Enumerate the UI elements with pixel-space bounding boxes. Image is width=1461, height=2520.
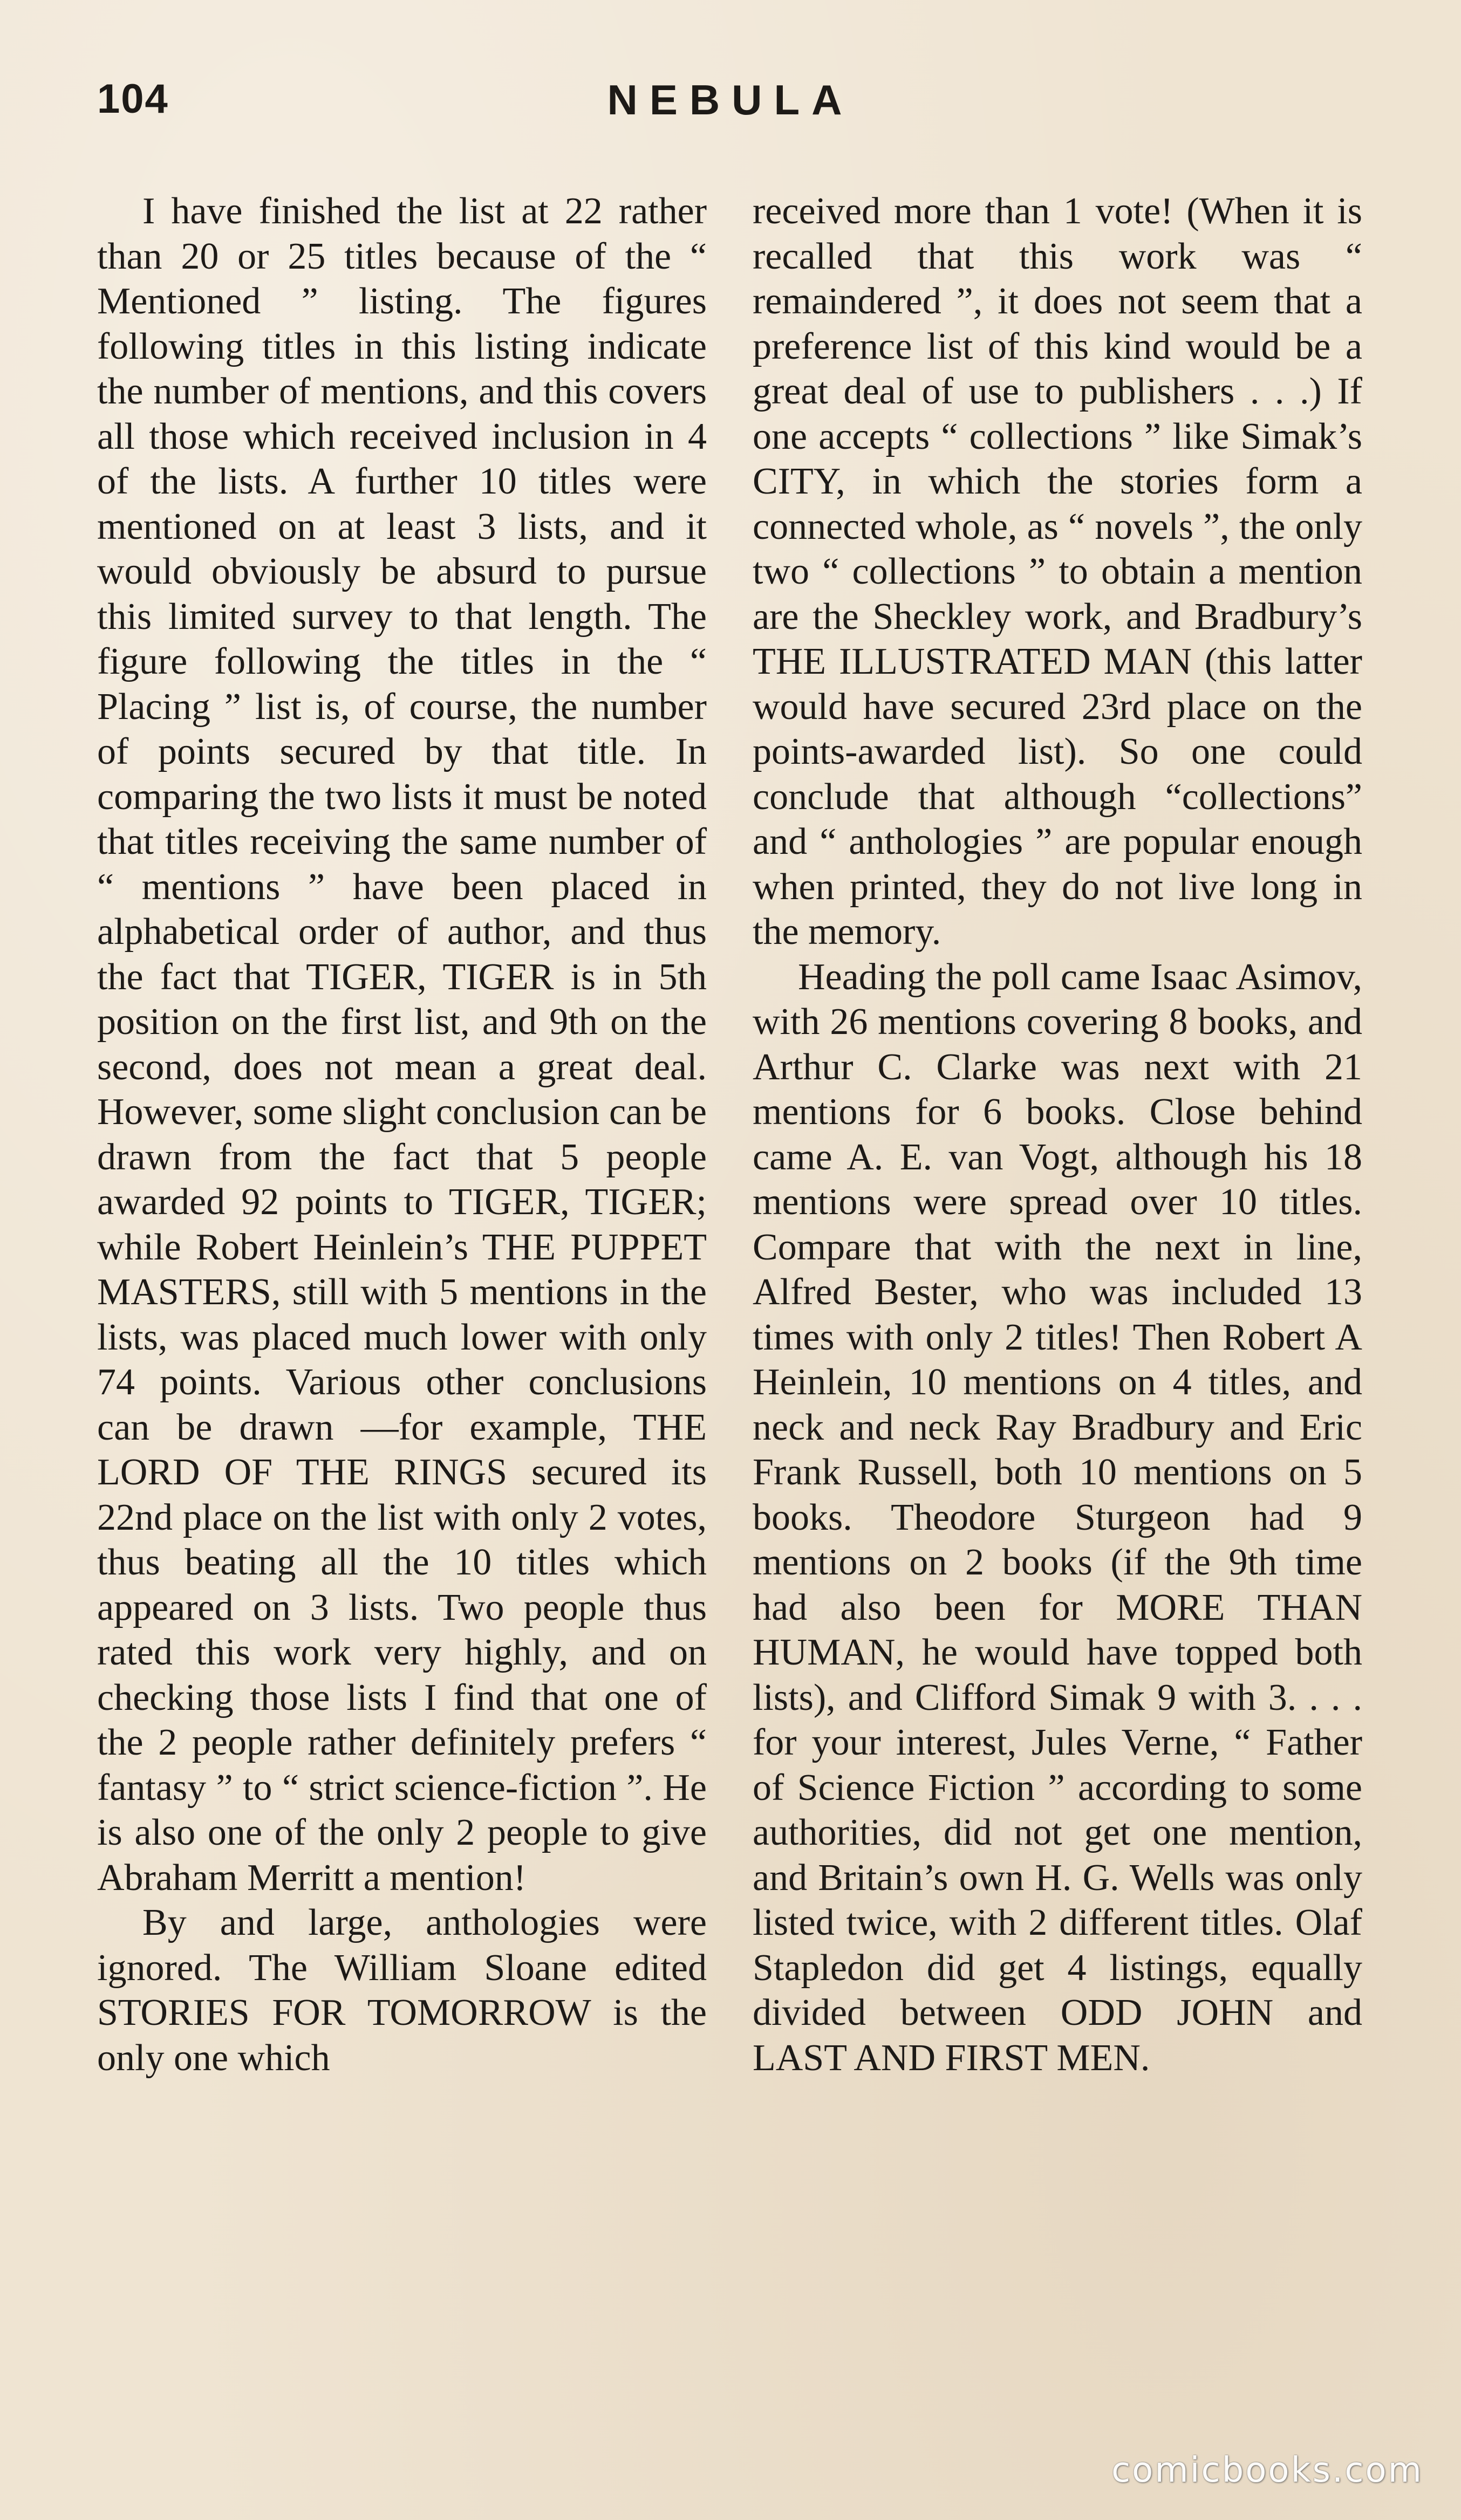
left-column bbox=[97, 189, 707, 2080]
body-text bbox=[97, 189, 1370, 2443]
paragraph: received more than 1 vote! (When it is recalled that this work was “ remaindered ”, it does not seem that a preference list of this kind would be a great deal of use to publishers . . .) If one accepts “ collections ” like Simak’s CITY, in which the stories form a connected whole, as “ novels ”, the only two “ collections ” to obtain a mention are the Sheckley work, and Bradbury’s THE ILLUSTRATED MAN (this latter would have secured 23rd place on the points-awarded list). So one could conclude that although “collections” and “ anthologies ” are popular enough when printed, they do not live long in the memory. bbox=[753, 190, 1362, 953]
running-title: NEBULA bbox=[607, 76, 854, 124]
paragraph: I have finished the list at 22 rather than 20 or 25 titles because of the “ Mentioned ” listing. The figures following titles in this listing indicate the number of mentions, and this covers all those which received inclusion in 4 of the lists. A further 10 titles were mentioned on at least 3 lists, and it would obviously be absurd to pursue this limited survey to that length. The figure following the titles in the “ Placing ” list is, of course, the number of points secured by that title. In comparing the two lists it must be noted that titles receiving the same number of “ mentions ” have been placed in alphabetical order of author, and thus the fact that TIGER, TIGER is in 5th position on the first list, and 9th on the second, does not mean a great deal. However, some slight conclusion can be drawn from the fact that 5 people awarded 92 points to TIGER, TIGER; while Robert Heinlein’s THE PUPPET MASTERS, still with 5 mentions in the lists, was placed much lower with only 74 points. Various other conclusions can be drawn —for example, THE LORD OF THE RINGS secured its 22nd place on the list with only 2 votes, thus beating all the 10 titles which appeared on 3 lists. Two people thus rated this work very highly, and on checking those lists I find that one of the 2 people rather definitely prefers “ fantasy ” to “ strict science-fiction ”. He is also one of the only 2 people to give Abraham Merritt a mention! bbox=[97, 190, 707, 1899]
site-watermark: comicbooks.com bbox=[1111, 2450, 1423, 2490]
right-column bbox=[753, 189, 1362, 2080]
page-header bbox=[97, 76, 1364, 135]
page-number: 104 bbox=[97, 76, 169, 122]
paragraph: By and large, anthologies were ignored. The William Sloane edited STORIES FOR TOMORROW is the only one which bbox=[97, 1902, 707, 2079]
paragraph: Heading the poll came Isaac Asimov, with 26 mentions covering 8 books, and Arthur C. Clarke was next with 21 mentions for 6 books. Close behind came A. E. van Vogt, although his 18 mentions were spread over 10 titles. Compare that with the next in line, Alfred Bester, who was included 13 times with only 2 titles! Then Robert A Heinlein, 10 mentions on 4 titles, and neck and neck Ray Bradbury and Eric Frank Russell, both 10 mentions on 5 books. Theodore Sturgeon had 9 mentions on 2 books (if the 9th time had also been for MORE THAN HUMAN, he would have topped both lists), and Clifford Simak 9 with 3. . . . for your interest, Jules Verne, “ Father of Science Fiction ” according to some authorities, did not get one mention, and Britain’s own H. G. Wells was only listed twice, with 2 different titles. Olaf Stapledon did get 4 listings, equally divided between ODD JOHN and LAST AND FIRST MEN. bbox=[753, 956, 1362, 2079]
